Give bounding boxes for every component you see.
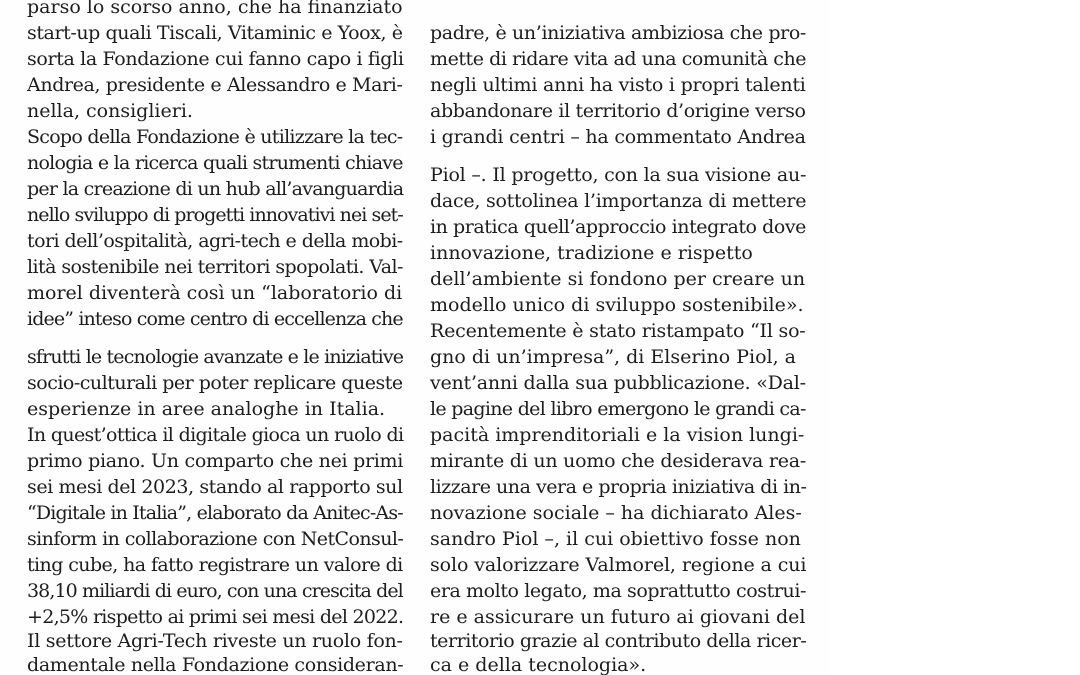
text-line: Il settore Agri-Tech riveste un ruolo fon-	[27, 630, 403, 652]
text-line: nello sviluppo di progetti innovativi nei set-	[27, 204, 403, 226]
text-line: sorta la Fondazione cui fanno capo i figli	[27, 48, 404, 70]
text-line: idee” inteso come centro di eccellenza che	[27, 308, 403, 330]
text-line: territorio grazie al contributo della ricer-	[430, 630, 807, 652]
text-line: i grandi centri – ha commentato Andrea	[430, 126, 806, 148]
text-line: in pratica quell’approccio integrato dove	[430, 216, 806, 238]
text-line: era molto legato, ma soprattutto costrui-	[430, 580, 806, 602]
text-line: Recentemente è stato ristampato “Il so-	[430, 320, 806, 342]
text-line: nologia e la ricerca quali strumenti chiave	[27, 152, 403, 174]
text-line: padre, è un’iniziativa ambiziosa che pro-	[430, 22, 806, 44]
text-line: per la creazione di un hub all’avanguardia	[27, 178, 404, 200]
text-line: +2,5% rispetto ai primi sei mesi del 2022.	[27, 606, 404, 628]
text-line: sandro Piol –, il cui obiettivo fosse non	[430, 528, 801, 550]
text-line: In quest’ottica il digitale gioca un ruolo di	[27, 424, 404, 446]
text-line: sfrutti le tecnologie avanzate e le iniziative	[27, 346, 404, 368]
text-line: socio-culturali per poter replicare queste	[27, 372, 403, 394]
text-line: Piol –. Il progetto, con la sua visione au-	[430, 164, 807, 186]
text-line: pacità imprenditoriali e la vision lungi-	[430, 424, 805, 446]
text-line: Andrea, presidente e Alessandro e Mari-	[27, 74, 403, 96]
text-line: damentale nella Fondazione consideran-	[27, 654, 404, 675]
text-line: re e assicurare un futuro ai giovani del	[430, 606, 806, 628]
text-line: morel diventerà così un “laboratorio di	[27, 282, 403, 304]
text-line: dace, sottolinea l’importanza di mettere	[430, 190, 807, 212]
text-line: lizzare una vera e propria iniziativa di in-	[430, 476, 807, 498]
text-line: vent’anni dalla sua pubblicazione. «Dal-	[430, 372, 806, 394]
text-line: modello unico di sviluppo sostenibile».	[430, 294, 804, 316]
text-line: sei mesi del 2023, stando al rapporto sul	[27, 476, 403, 498]
text-line: dell’ambiente si fondono per creare un	[430, 268, 806, 290]
text-line: gno di un’impresa”, di Elserino Piol, a	[430, 346, 797, 368]
text-line: negli ultimi anni ha visto i propri talenti	[430, 74, 806, 96]
text-line: start-up quali Tiscali, Vitaminic e Yoox, è	[27, 22, 403, 44]
text-line: 38,10 miliardi di euro, con una crescita del	[27, 580, 403, 602]
text-line: esperienze in aree analoghe in Italia.	[27, 398, 386, 420]
text-line: mirante di un uomo che desiderava rea-	[430, 450, 807, 472]
text-line: Scopo della Fondazione è utilizzare la tec-	[27, 126, 403, 148]
text-line: le pagine del libro emergono le grandi ca-	[430, 398, 806, 420]
text-line: tori dell’ospitalità, agri-tech e della mobi-	[27, 230, 403, 252]
text-line: “Digitale in Italia”, elaborato da Anitec-As-	[27, 502, 403, 524]
text-line: solo valorizzare Valmorel, regione a cui	[430, 554, 807, 576]
text-line: abbandonare il territorio d’origine verso	[430, 100, 806, 122]
text-line: primo piano. Un comparto che nei primi	[27, 450, 404, 472]
text-line: parso lo scorso anno, che ha finanziato	[27, 0, 403, 18]
text-line: mette di ridare vita ad una comunità che	[430, 48, 807, 70]
blank-margin	[830, 0, 1080, 675]
text-line: novazione sociale – ha dichiarato Ales-	[430, 502, 802, 524]
text-line: lità sostenibile nei territori spopolati. Val-	[27, 256, 403, 278]
text-line: nella, consiglieri.	[27, 100, 193, 122]
text-line: ca e della tecnologia».	[430, 654, 647, 675]
text-line: innovazione, tradizione e rispetto	[430, 242, 753, 264]
text-line: sinform in collaborazione con NetConsul-	[27, 528, 404, 550]
text-line: ting cube, ha fatto registrare un valore di	[27, 554, 403, 576]
